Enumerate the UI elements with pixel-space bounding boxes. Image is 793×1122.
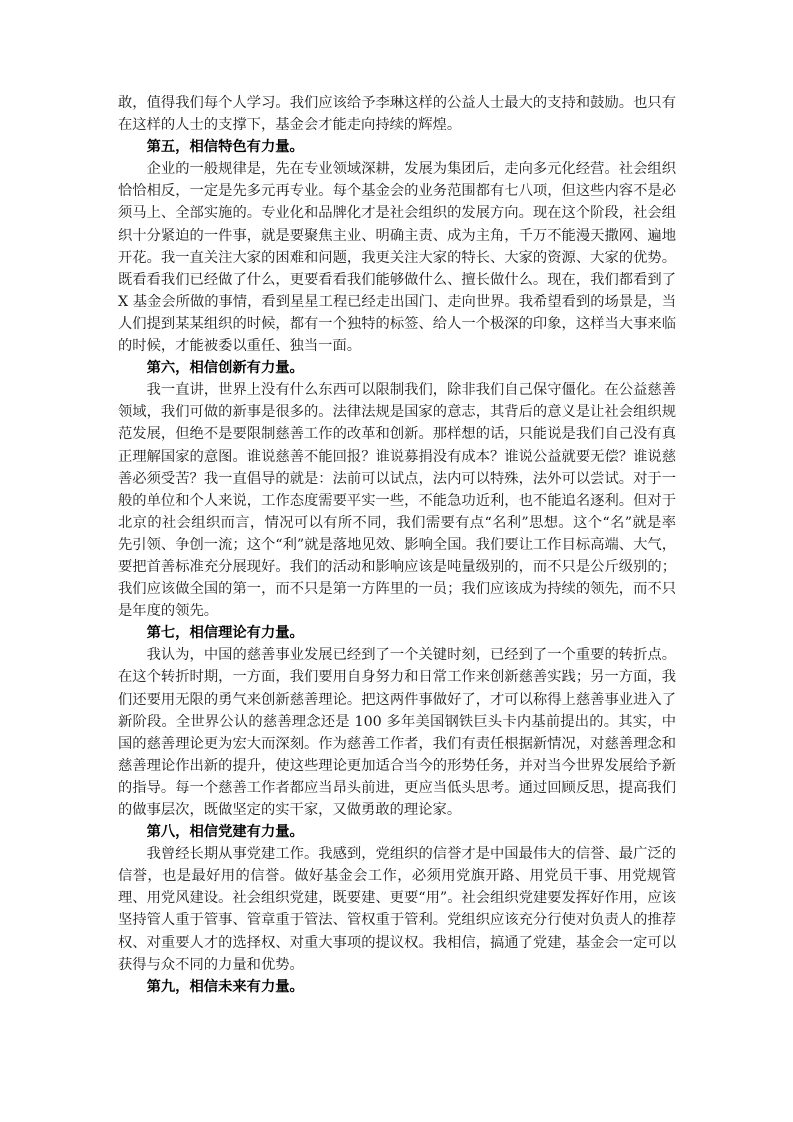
heading-eighth-point: 第八，相信党建有力量。	[146, 824, 304, 841]
paragraph-fifth-point: 企业的一般规律是，先在专业领域深耕，发展为集团后，走向多元化经营。社会组织恰恰相反，一定是先多元再专业。每个基金会的业务范围都有七八项，但这些内容不是必须马上、全部实施的。专业化和品牌化才是社会组织的发展方向。现在这个阶段，社会组织十分紧迫的一件事，就是要聚焦主业、明确主责、成为主角，千万不能漫天撒网、遍地开花。我一直关注大家的困难和问题，我更关注大家的特长、大家的资源、大家的优势。既看看我们已经做了什么，更要看看我们能够做什么、擅长做什么。现在，我们都看到了 X 基金会所做的事情，看到星星工程已经走出国门、走向世界。我希望看到的场景是，当人们提到某某组织的时候，都有一个独特的标签、给人一个极深的印象，这样当大事来临的时候，才能被委以重任、独当一面。	[118, 161, 676, 355]
heading-ninth-point: 第九，相信未来有力量。	[146, 978, 304, 995]
paragraph-continued: 敢，值得我们每个人学习。我们应该给予李琳这样的公益人士最大的支持和鼓励。也只有在这样的人士的支撑下，基金会才能走向持续的辉煌。	[118, 95, 676, 134]
paragraph-sixth-point: 我一直讲，世界上没有什么东西可以限制我们，除非我们自己保守僵化。在公益慈善领域，我们可做的新事是很多的。法律法规是国家的意志，其背后的意义是让社会组织规范发展，但绝不是要限制慈善工作的改革和创新。那样想的话，只能说是我们自己没有真正理解国家的意图。谁说慈善不能回报？谁说募捐没有成本？谁说公益就要无偿？谁说慈善必须受苦？我一直倡导的就是：法前可以试点，法内可以特殊，法外可以尝试。对于一般的单位和个人来说，工作态度需要平实一些，不能急功近利，也不能追名逐利。但对于北京的社会组织而言，情况可以有所不同，我们需要有点“名利”思想。这个“名”就是率先引领、争创一流；这个“利”就是落地见效、影响全国。我们要让工作目标高端、大气，要把首善标准充分展现好。我们的活动和影响应该是吨量级别的，而不只是公斤级别的；我们应该做全国的第一，而不只是第一方阵里的一员；我们应该成为持续的领先，而不只是年度的领先。	[118, 382, 676, 620]
heading-sixth-point: 第六，相信创新有力量。	[146, 360, 304, 377]
paragraph-seventh-point: 我认为，中国的慈善事业发展已经到了一个关键时刻，已经到了一个重要的转折点。在这个转折时期，一方面，我们要用自身努力和日常工作来创新慈善实践；另一方面，我们还要用无限的勇气来创新慈善理论。把这两件事做好了，才可以称得上慈善事业进入了新阶段。全世界公认的慈善理念还是 100 多年美国钢铁巨头卡内基前提出的。其实，中国的慈善理论更为宏大而深刻。作为慈善工作者，我们有责任根据新情况，对慈善理念和慈善理论作出新的提升，使这些理论更加适合当今的形势任务，并对当今世界发展给予新的指导。每一个慈善工作者都应当昂头前进，更应当低头思考。通过回顾反思，提高我们的做事层次，既做坚定的实干家，又做勇敢的理论家。	[118, 647, 676, 818]
document-body	[118, 92, 676, 998]
heading-fifth-point: 第五，相信特色有力量。	[146, 139, 304, 156]
paragraph-eighth-point: 我曾经长期从事党建工作。我感到，党组织的信誉才是中国最伟大的信誉、最广泛的信誉，也是最好用的信誉。做好基金会工作，必须用党旗开路、用党员干事、用党规管理、用党风建设。社会组织党建，既要建、更要“用”。社会组织党建要发挥好作用，应该坚持管人重于管事、管章重于管法、管权重于管利。党组织应该充分行使对负责人的推荐权、对重要人才的选择权、对重大事项的提议权。我相信，搞通了党建，基金会一定可以获得与众不同的力量和优势。	[118, 846, 676, 973]
heading-seventh-point: 第七，相信理论有力量。	[146, 625, 304, 642]
